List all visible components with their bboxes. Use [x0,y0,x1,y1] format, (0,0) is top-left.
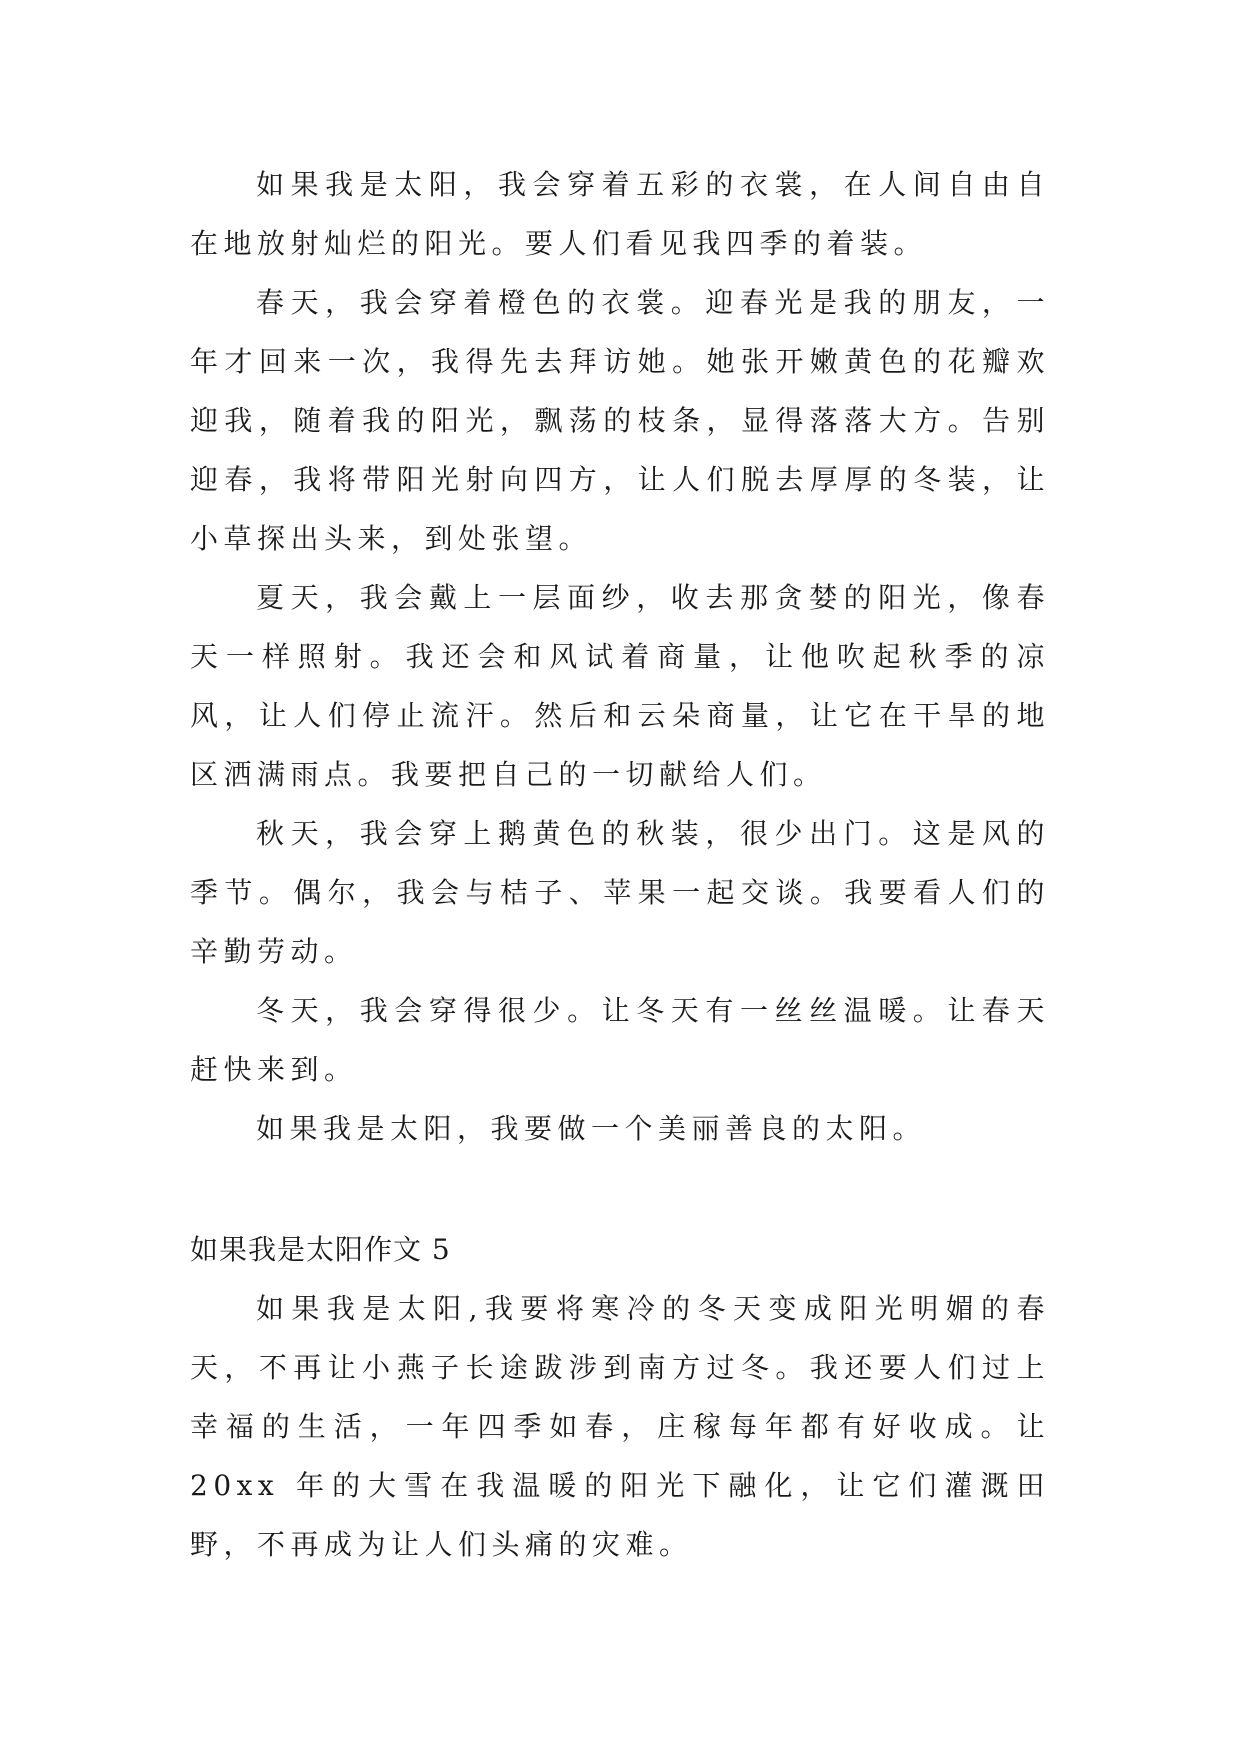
paragraph-intro: 如果我是太阳，我会穿着五彩的衣裳，在人间自由自在地放射灿烂的阳光。要人们看见我四季的着装。 [190,168,1050,260]
paragraph-essay5-1: 如果我是太阳,我要将寒冷的冬天变成阳光明媚的春天，不再让小燕子长途跋涉到南方过冬。我还要人们过上幸福的生活，一年四季如春，庄稼每年都有好收成。让 20xx 年的大雪在我温暖的阳光下融化，让它们灌溉田野，不再成为让人们头痛的灾难。 [190,1292,1050,1561]
document-body [190,155,1050,1574]
paragraph-winter: 冬天，我会穿得很少。让冬天有一丝丝温暖。让春天赶快来到。 [190,994,1050,1086]
paragraph-autumn: 秋天，我会穿上鹅黄色的秋装，很少出门。这是风的季节。偶尔，我会与桔子、苹果一起交谈。我要看人们的辛勤劳动。 [190,817,1050,968]
paragraph-spring: 春天，我会穿着橙色的衣裳。迎春光是我的朋友，一年才回来一次，我得先去拜访她。她张开嫩黄色的花瓣欢迎我，随着我的阳光，飘荡的枝条，显得落落大方。告别迎春，我将带阳光射向四方，让人们脱去厚厚的冬装，让小草探出头来，到处张望。 [190,286,1050,555]
paragraph-conclusion: 如果我是太阳，我要做一个美丽善良的太阳。 [256,1112,927,1145]
paragraph-summer: 夏天，我会戴上一层面纱，收去那贪婪的阳光，像春天一样照射。我还会和风试着商量，让他吹起秋季的凉风，让人们停止流汗。然后和云朵商量，让它在干旱的地区洒满雨点。我要把自己的一切献给人们。 [190,581,1050,791]
essay-heading: 如果我是太阳作文 5 [190,1233,451,1266]
